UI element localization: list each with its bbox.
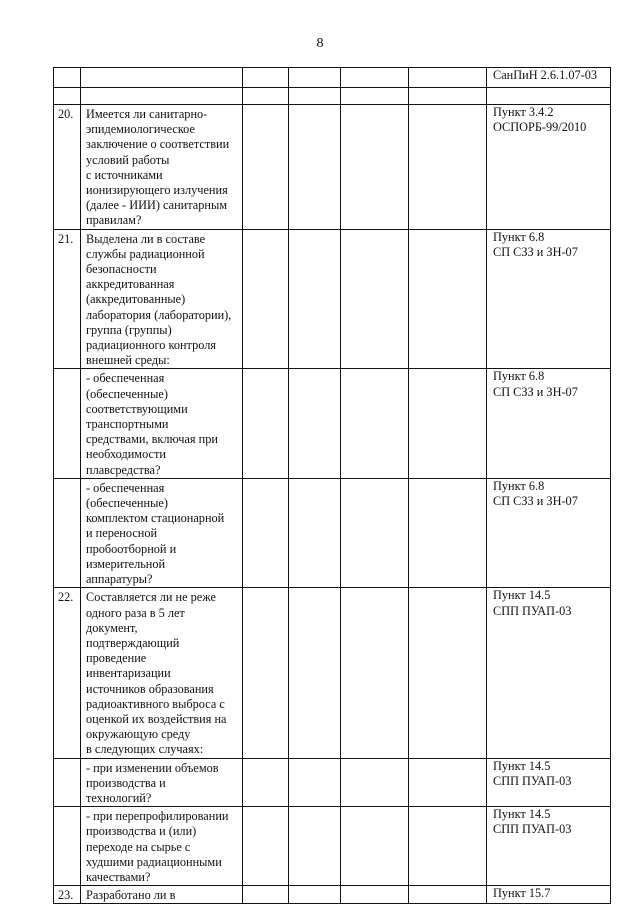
answer-cell xyxy=(243,886,289,904)
answer-cell xyxy=(289,229,341,369)
question-text: - обеспеченная (обеспеченные) соответствующими транспортными средствами, включая при необходимости плавсредства? xyxy=(81,369,243,478)
answer-cell xyxy=(289,886,341,904)
table-row xyxy=(54,886,611,904)
answer-cell xyxy=(341,807,409,886)
table-row xyxy=(54,807,611,886)
page-number: 8 xyxy=(316,36,324,51)
question-text: Выделена ли в составе службы радиационной безопасности аккредитованная (аккредитованные) лаборатория (лаборатории), группа (группы) радиационного контроля внешней среды: xyxy=(81,229,243,369)
answer-cell xyxy=(409,478,487,587)
answer-cell xyxy=(289,68,341,88)
row-number xyxy=(54,807,81,886)
answer-cell xyxy=(341,588,409,758)
answer-cell xyxy=(243,807,289,886)
legal-reference: Пункт 6.8 СП СЗЗ и ЗН-07 xyxy=(487,478,611,587)
legal-reference: Пункт 14.5 СПП ПУАП-03 xyxy=(487,758,611,807)
row-number: 21. xyxy=(54,229,81,369)
table-row xyxy=(54,369,611,478)
table-row xyxy=(54,588,611,758)
answer-cell xyxy=(243,369,289,478)
answer-cell xyxy=(243,478,289,587)
answer-cell xyxy=(409,68,487,88)
answer-cell xyxy=(341,886,409,904)
answer-cell xyxy=(409,105,487,230)
table-gap-row xyxy=(54,88,611,105)
legal-reference: Пункт 6.8 СП СЗЗ и ЗН-07 xyxy=(487,229,611,369)
row-number xyxy=(54,478,81,587)
answer-cell xyxy=(289,807,341,886)
answer-cell xyxy=(409,369,487,478)
table-row xyxy=(54,105,611,230)
legal-reference: Пункт 15.7 xyxy=(487,886,611,904)
row-number xyxy=(54,68,81,88)
answer-cell xyxy=(289,758,341,807)
table-row xyxy=(54,478,611,587)
answer-cell xyxy=(243,68,289,88)
question-text: - при изменении объемов производства и технологий? xyxy=(81,758,243,807)
legal-reference: СанПиН 2.6.1.07-03 xyxy=(487,68,611,88)
question-text: Имеется ли санитарно- эпидемиологическое заключение о соответствии условий работы с источниками ионизирующего излучения (далее - ИИИ) санитарным правилам? xyxy=(81,105,243,230)
table-row xyxy=(54,229,611,369)
answer-cell xyxy=(409,886,487,904)
row-number: 22. xyxy=(54,588,81,758)
answer-cell xyxy=(409,807,487,886)
answer-cell xyxy=(289,588,341,758)
answer-cell xyxy=(289,478,341,587)
row-number xyxy=(54,369,81,478)
answer-cell xyxy=(409,588,487,758)
legal-reference: Пункт 14.5 СПП ПУАП-03 xyxy=(487,588,611,758)
checklist-table xyxy=(53,67,611,904)
answer-cell xyxy=(341,758,409,807)
legal-reference: Пункт 6.8 СП СЗЗ и ЗН-07 xyxy=(487,369,611,478)
answer-cell xyxy=(341,229,409,369)
question-text: - при перепрофилировании производства и (или) переходе на сырье с худшими радиационными качествами? xyxy=(81,807,243,886)
question-text: Составляется ли не реже одного раза в 5 лет документ, подтверждающий проведение инвентаризации источников образования радиоактивного выброса с оценкой их воздействия на окружающую среду в следующих случаях: xyxy=(81,588,243,758)
answer-cell xyxy=(289,105,341,230)
answer-cell xyxy=(243,229,289,369)
answer-cell xyxy=(243,758,289,807)
answer-cell xyxy=(243,588,289,758)
answer-cell xyxy=(243,105,289,230)
legal-reference: Пункт 3.4.2 ОСПОРБ-99/2010 xyxy=(487,105,611,230)
answer-cell xyxy=(341,369,409,478)
answer-cell xyxy=(341,68,409,88)
question-text: Разработано ли в xyxy=(81,886,243,904)
answer-cell xyxy=(289,369,341,478)
answer-cell xyxy=(409,758,487,807)
question-text: - обеспеченная (обеспеченные) комплектом стационарной и переносной пробоотборной и измерительной аппаратуры? xyxy=(81,478,243,587)
question-text xyxy=(81,68,243,88)
answer-cell xyxy=(341,105,409,230)
row-number: 20. xyxy=(54,105,81,230)
answer-cell xyxy=(341,478,409,587)
answer-cell xyxy=(409,229,487,369)
row-number: 23. xyxy=(54,886,81,904)
legal-reference: Пункт 14.5 СПП ПУАП-03 xyxy=(487,807,611,886)
table-row xyxy=(54,68,611,88)
row-number xyxy=(54,758,81,807)
table-row xyxy=(54,758,611,807)
